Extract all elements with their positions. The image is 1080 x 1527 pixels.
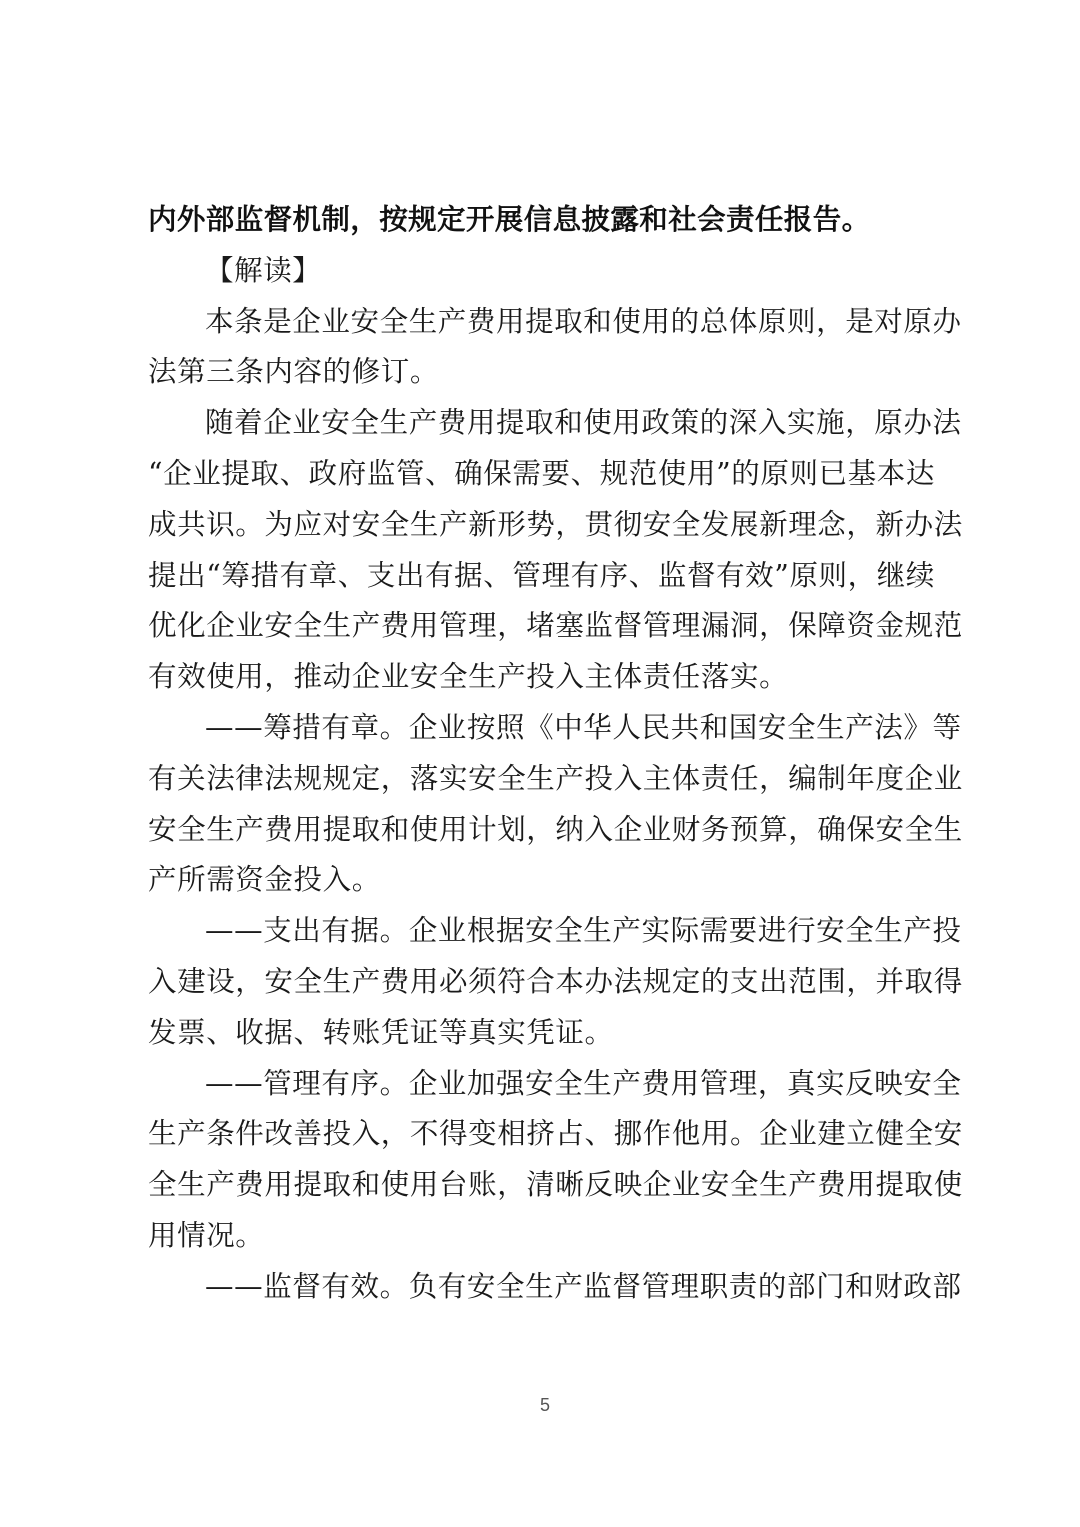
paragraph-line: 发票、收据、转账凭证等真实凭证。 xyxy=(148,1015,614,1049)
paragraph-line: 用情况。 xyxy=(148,1218,265,1252)
paragraph-line: 产所需资金投入。 xyxy=(148,863,381,897)
article-text-continuation: 内外部监督机制，按规定开展信息披露和社会责任报告。 xyxy=(148,203,871,236)
paragraph-line: 有关法律法规规定，落实安全生产投入主体责任，编制年度企业 xyxy=(148,761,963,795)
paragraph-line: 入建设，安全生产费用必须符合本办法规定的支出范围，并取得 xyxy=(148,964,963,998)
principle-supervision-line: ——监督有效。负有安全生产监督管理职责的部门和财政部 xyxy=(205,1269,962,1303)
paragraph-line: 随着企业安全生产费用提取和使用政策的深入实施，原办法 xyxy=(205,406,962,440)
page-number: 5 xyxy=(539,1395,550,1415)
paragraph-line: 成共识。为应对安全生产新形势，贯彻安全发展新理念，新办法 xyxy=(148,507,963,541)
paragraph-line: 安全生产费用提取和使用计划，纳入企业财务预算，确保安全生 xyxy=(148,812,963,846)
principle-funding-line: ——筹措有章。企业按照《中华人民共和国安全生产法》等 xyxy=(205,710,962,744)
paragraph-line: “企业提取、政府监管、确保需要、规范使用”的原则已基本达 xyxy=(148,456,935,490)
paragraph-line: 法第三条内容的修订。 xyxy=(148,355,440,389)
paragraph-line: 生产条件改善投入，不得变相挤占、挪作他用。企业建立健全安 xyxy=(148,1117,963,1151)
paragraph-line: 本条是企业安全生产费用提取和使用的总体原则，是对原办 xyxy=(205,304,962,338)
section-heading-interpretation: 【解读】 xyxy=(205,253,322,287)
principle-expenditure-line: ——支出有据。企业根据安全生产实际需要进行安全生产投 xyxy=(205,914,962,948)
paragraph-line: 有效使用，推动企业安全生产投入主体责任落实。 xyxy=(148,660,789,694)
principle-management-line: ——管理有序。企业加强安全生产费用管理，真实反映安全 xyxy=(205,1066,962,1100)
paragraph-line: 优化企业安全生产费用管理，堵塞监督管理漏洞，保障资金规范 xyxy=(148,609,963,643)
paragraph-line: 全生产费用提取和使用台账，清晰反映企业安全生产费用提取使 xyxy=(148,1168,963,1202)
document-body xyxy=(148,195,963,1313)
paragraph-line: 提出“筹措有章、支出有据、管理有序、监督有效”原则，继续 xyxy=(148,558,935,592)
